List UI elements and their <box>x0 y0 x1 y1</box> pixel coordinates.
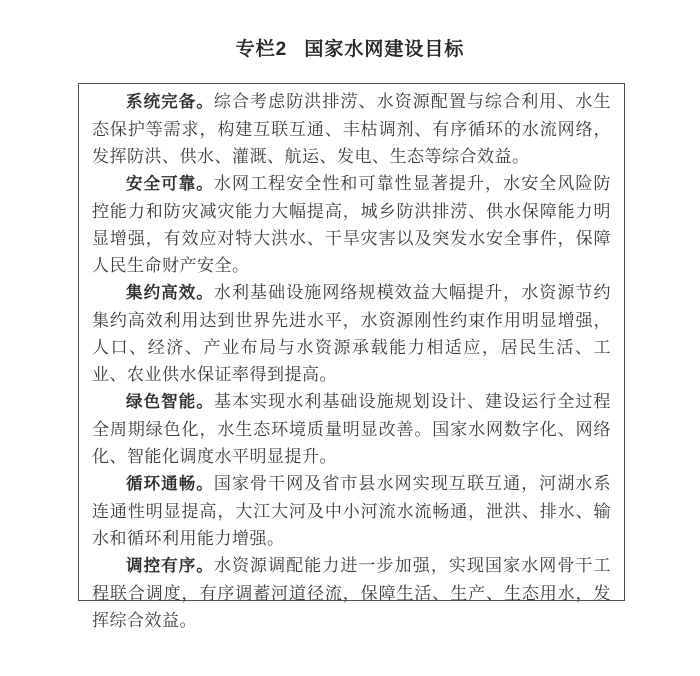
paragraph-text: 水资源调配能力进一步加强，实现国家水网骨干工程联合调度，有序调蓄河道径流，保障生活、生产、生态用水，发挥综合效益。 <box>92 556 612 630</box>
paragraph-header: 绿色智能。 <box>126 393 214 411</box>
paragraph-header: 集约高效。 <box>126 284 214 302</box>
paragraph-regulation-orderly <box>92 552 611 634</box>
paragraph-text: 综合考虑防洪排涝、水资源配置与综合利用、水生态保护等需求，构建互联互通、丰枯调剂、有序循环的水流网络，发挥防洪、供水、灌溉、航运、发电、生态等综合效益。 <box>92 92 612 166</box>
paragraph-green-intelligent <box>92 388 611 470</box>
paragraph-header: 系统完备。 <box>126 93 214 111</box>
paragraph-header: 循环通畅。 <box>126 475 214 493</box>
paragraph-header: 调控有序。 <box>126 557 214 575</box>
paragraph-system-complete <box>92 88 611 170</box>
paragraph-intensive-efficient <box>92 279 611 388</box>
paragraph-text: 国家骨干网及省市县水网实现互联互通，河湖水系连通性明显提高，大江大河及中小河流水流畅通，泄洪、排水、输水和循环利用能力增强。 <box>92 474 612 548</box>
page-title-text: 国家水网建设目标 <box>304 39 465 60</box>
paragraph-header: 安全可靠。 <box>126 175 214 193</box>
paragraph-text: 水利基础设施网络规模效益大幅提升，水资源节约集约高效利用达到世界先进水平，水资源刚性约束作用明显增强，人口、经济、产业布局与水资源承载能力相适应，居民生活、工业、农业供水保证率得到提高。 <box>92 283 612 384</box>
paragraph-safe-reliable <box>92 170 611 279</box>
paragraph-text: 水网工程安全性和可靠性显著提升，水安全风险防控能力和防灾减灾能力大幅提高，城乡防洪排涝、供水保障能力明显增强，有效应对特大洪水、干旱灾害以及突发水安全事件，保障人民生命财产安全。 <box>92 174 612 275</box>
callout-box <box>78 83 625 630</box>
paragraph-text: 基本实现水利基础设施规划设计、建设运行全过程全周期绿色化，水生态环境质量明显改善。国家水网数字化、网络化、智能化调度水平明显提升。 <box>92 392 612 466</box>
paragraph-circulation-smooth <box>92 470 611 552</box>
page-title <box>0 34 700 61</box>
page-title-label: 专栏2 <box>235 39 288 60</box>
